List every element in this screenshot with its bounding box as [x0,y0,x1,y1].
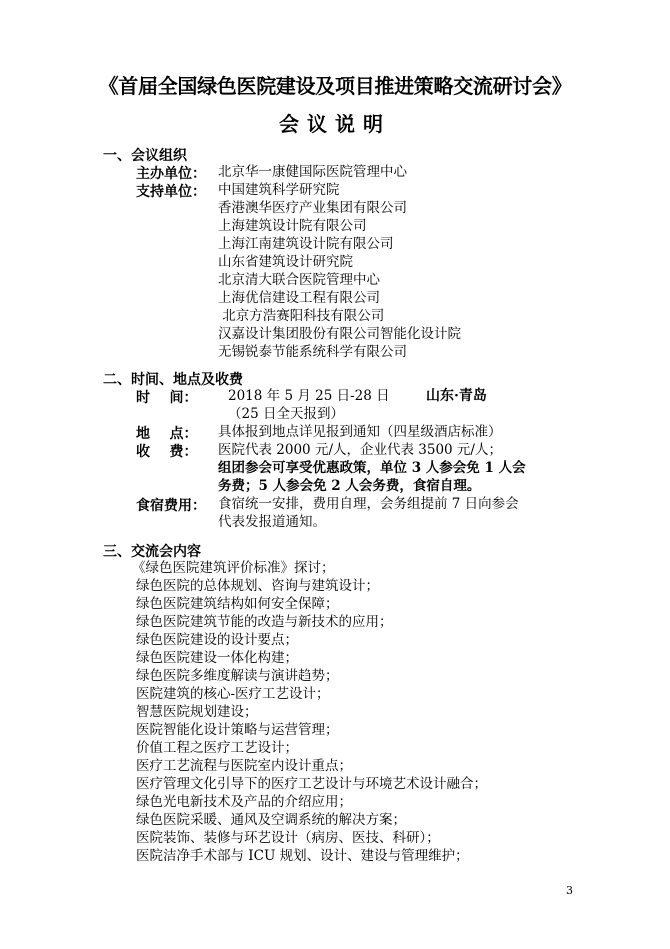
host-value: 北京华一康健国际医院管理中心 [218,164,407,180]
section2-heading: 二、时间、地点及收费 [103,372,243,388]
time-label: 时 间： [136,390,198,406]
supporter-item: 上海江南建筑设计院有限公司 [218,236,394,252]
meal-line2: 代表发报道通知。 [218,514,326,530]
topic-item: 绿色医院多维度解读与演讲趋势； [136,668,339,684]
supporter-item: 山东省建筑设计研究院 [218,254,353,270]
fee-value: 医院代表 2000 元/人，企业代表 3500 元/人； [218,442,502,458]
topic-item: 智慧医院规划建设； [136,704,258,720]
meal-label: 食宿费用： [136,498,206,514]
topic-item: 医院装饰、装修与环艺设计（病房、医技、科研）； [136,830,440,846]
topic-item: 《绿色医院建筑评价标准》探讨； [132,560,335,576]
supporter-item: 上海优信建设工程有限公司 [218,290,380,306]
time-note: （25 日全天报到） [228,406,344,422]
supporter-item: 香港澳华医疗产业集团有限公司 [218,200,407,216]
section3-heading: 三、交流会内容 [103,544,201,560]
topic-item: 医疗工艺流程与医院室内设计重点； [136,758,352,774]
supporter-item: 北京清大联合医院管理中心 [218,272,380,288]
page-number: 3 [566,884,573,897]
topic-item: 绿色医院的总体规划、咨询与建筑设计； [136,578,379,594]
section1-heading: 一、会议组织 [103,148,187,164]
supporter-item: 中国建筑科学研究院 [218,182,340,198]
supporter-item: 上海建筑设计院有限公司 [218,218,367,234]
topic-item: 医院建筑的核心-医疗工艺设计； [136,686,330,702]
place-value: 具体报到地点详见报到通知（四星级酒店标准） [218,424,502,440]
fee-label: 收 费： [136,444,198,460]
topic-item: 绿色医院建设的设计要点； [136,632,298,648]
document-title: 《首届全国绿色医院建设及项目推进策略交流研讨会》 [98,74,572,98]
supporter-item: 无锡锐泰节能系统科学有限公司 [218,344,407,360]
place-label: 地 点： [136,426,198,442]
meal-line1: 食宿统一安排，费用自理，会务组提前 7 日向参会 [218,496,519,512]
topic-item: 医疗管理文化引导下的医疗工艺设计与环境艺术设计融合； [136,776,487,792]
supporter-item: 北京方浩赛阳科技有限公司 [218,308,385,324]
fee-discount-line2: 务费；5 人参会免 2 人会务费，食宿自理。 [218,478,481,494]
topic-item: 价值工程之医疗工艺设计； [136,740,298,756]
topic-item: 医院洁净手术部与 ICU 规划、设计、建设与管理维护； [136,848,469,864]
topic-item: 绿色医院建设一体化构建； [136,650,298,666]
time-city: 山东·青岛 [426,388,487,404]
topic-item: 绿色光电新技术及产品的介绍应用； [136,794,352,810]
supporter-item: 汉嘉设计集团股份有限公司智能化设计院 [218,326,461,342]
host-label: 主办单位： [136,166,206,182]
fee-discount-line1: 组团参会可享受优惠政策，单位 3 人参会免 1 人会 [218,460,526,476]
topic-item: 绿色医院建筑结构如何安全保障； [136,596,339,612]
document-subtitle: 会议说明 [279,112,391,136]
topic-item: 绿色医院采暖、通风及空调系统的解决方案； [136,812,406,828]
topic-item: 绿色医院建筑节能的改造与新技术的应用； [136,614,393,630]
support-label: 支持单位： [136,184,206,200]
time-value: 2018 年 5 月 25 日-28 日 [228,388,390,404]
topic-item: 医院智能化设计策略与运营管理； [136,722,339,738]
